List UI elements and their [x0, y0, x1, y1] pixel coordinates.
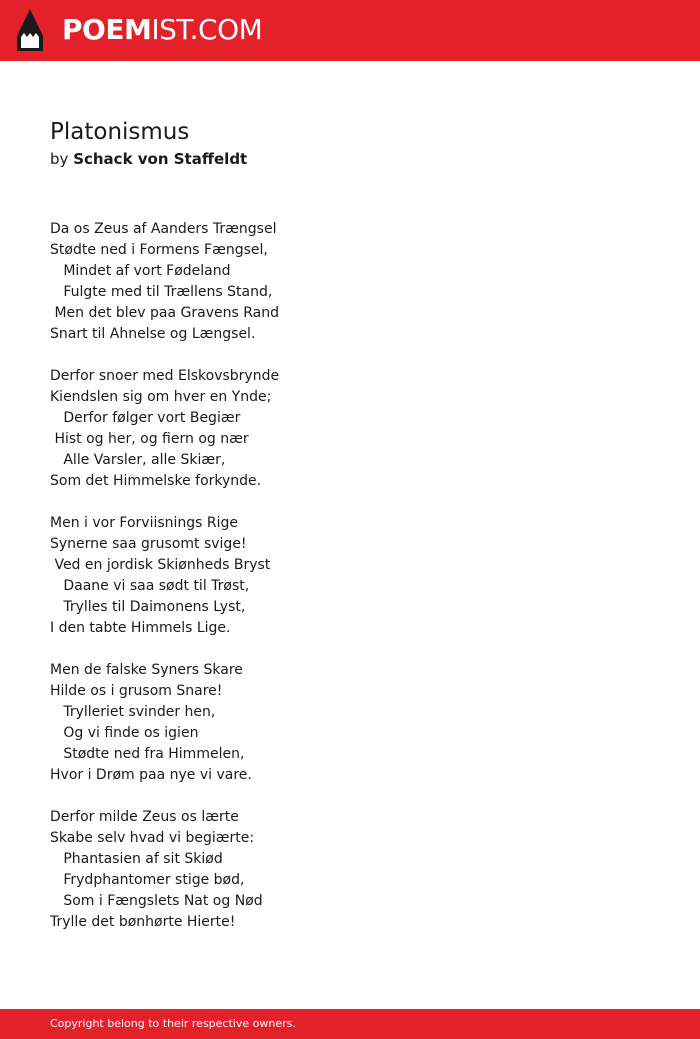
poem-line: Hvor i Drøm paa nye vi vare.	[50, 767, 252, 783]
copyright-text: Copyright belong to their respective owners.	[50, 1017, 296, 1030]
poem-line: Synerne saa grusomt svige!	[50, 536, 247, 552]
poem-line: Trylle det bønhørte Hierte!	[50, 914, 236, 930]
poem-line: Mindet af vort Fødeland	[50, 263, 231, 279]
poem-line: Alle Varsler, alle Skiær,	[50, 452, 226, 468]
stanza-gap	[50, 492, 279, 513]
author-name[interactable]: Schack von Staffeldt	[73, 150, 248, 168]
site-footer	[0, 1009, 700, 1039]
byline	[50, 149, 247, 169]
poem-stanza	[50, 219, 279, 345]
poem-stanza	[50, 513, 279, 639]
poem-line: Men i vor Forviisnings Rige	[50, 515, 239, 531]
poem-stanza	[50, 660, 279, 786]
poem-line: Som det Himmelske forkynde.	[50, 473, 262, 489]
logo-light-text: IST.COM	[151, 13, 263, 46]
stanza-gap	[50, 345, 279, 366]
poem-line: Hist og her, og fiern og nær	[50, 431, 249, 447]
site-header	[0, 0, 700, 61]
poem-line: Kiendslen sig om hver en Ynde;	[50, 389, 272, 405]
poem-line: Og vi finde os igien	[50, 725, 199, 741]
logo-bold-text: POEM	[62, 13, 152, 46]
poem-line: Fulgte med til Trællens Stand,	[50, 284, 273, 300]
poem-line: Trylleriet svinder hen,	[50, 704, 216, 720]
stanza-gap	[50, 639, 279, 660]
poem-body	[50, 219, 279, 933]
stanza-gap	[50, 786, 279, 807]
pencil-tip-icon[interactable]	[17, 9, 43, 51]
by-prefix: by	[50, 150, 69, 168]
poem-line: Ved en jordisk Skiønheds Bryst	[50, 557, 271, 573]
poem-line: Hilde os i grusom Snare!	[50, 683, 223, 699]
poem-line: Snart til Ahnelse og Længsel.	[50, 326, 256, 342]
site-logo[interactable]	[62, 11, 262, 49]
poem-line: Derfor følger vort Begiær	[50, 410, 241, 426]
poem-title: Platonismus	[50, 119, 190, 145]
poem-stanza	[50, 366, 279, 492]
poem-line: Men de falske Syners Skare	[50, 662, 243, 678]
poem-line: Stødte ned i Formens Fængsel,	[50, 242, 268, 258]
poem-line: Derfor milde Zeus os lærte	[50, 809, 239, 825]
poem-line: Men det blev paa Gravens Rand	[50, 305, 279, 321]
poem-line: Trylles til Daimonens Lyst,	[50, 599, 246, 615]
poem-line: Stødte ned fra Himmelen,	[50, 746, 245, 762]
poem-line: Phantasien af sit Skiød	[50, 851, 223, 867]
poem-line: Da os Zeus af Aanders Trængsel	[50, 221, 277, 237]
poem-line: Som i Fængslets Nat og Nød	[50, 893, 263, 909]
poem-stanza	[50, 807, 279, 933]
poem-line: Frydphantomer stige bød,	[50, 872, 245, 888]
poem-line: Skabe selv hvad vi begiærte:	[50, 830, 255, 846]
poem-line: Daane vi saa sødt til Trøst,	[50, 578, 250, 594]
poem-line: Derfor snoer med Elskovsbrynde	[50, 368, 280, 384]
poem-line: I den tabte Himmels Lige.	[50, 620, 231, 636]
